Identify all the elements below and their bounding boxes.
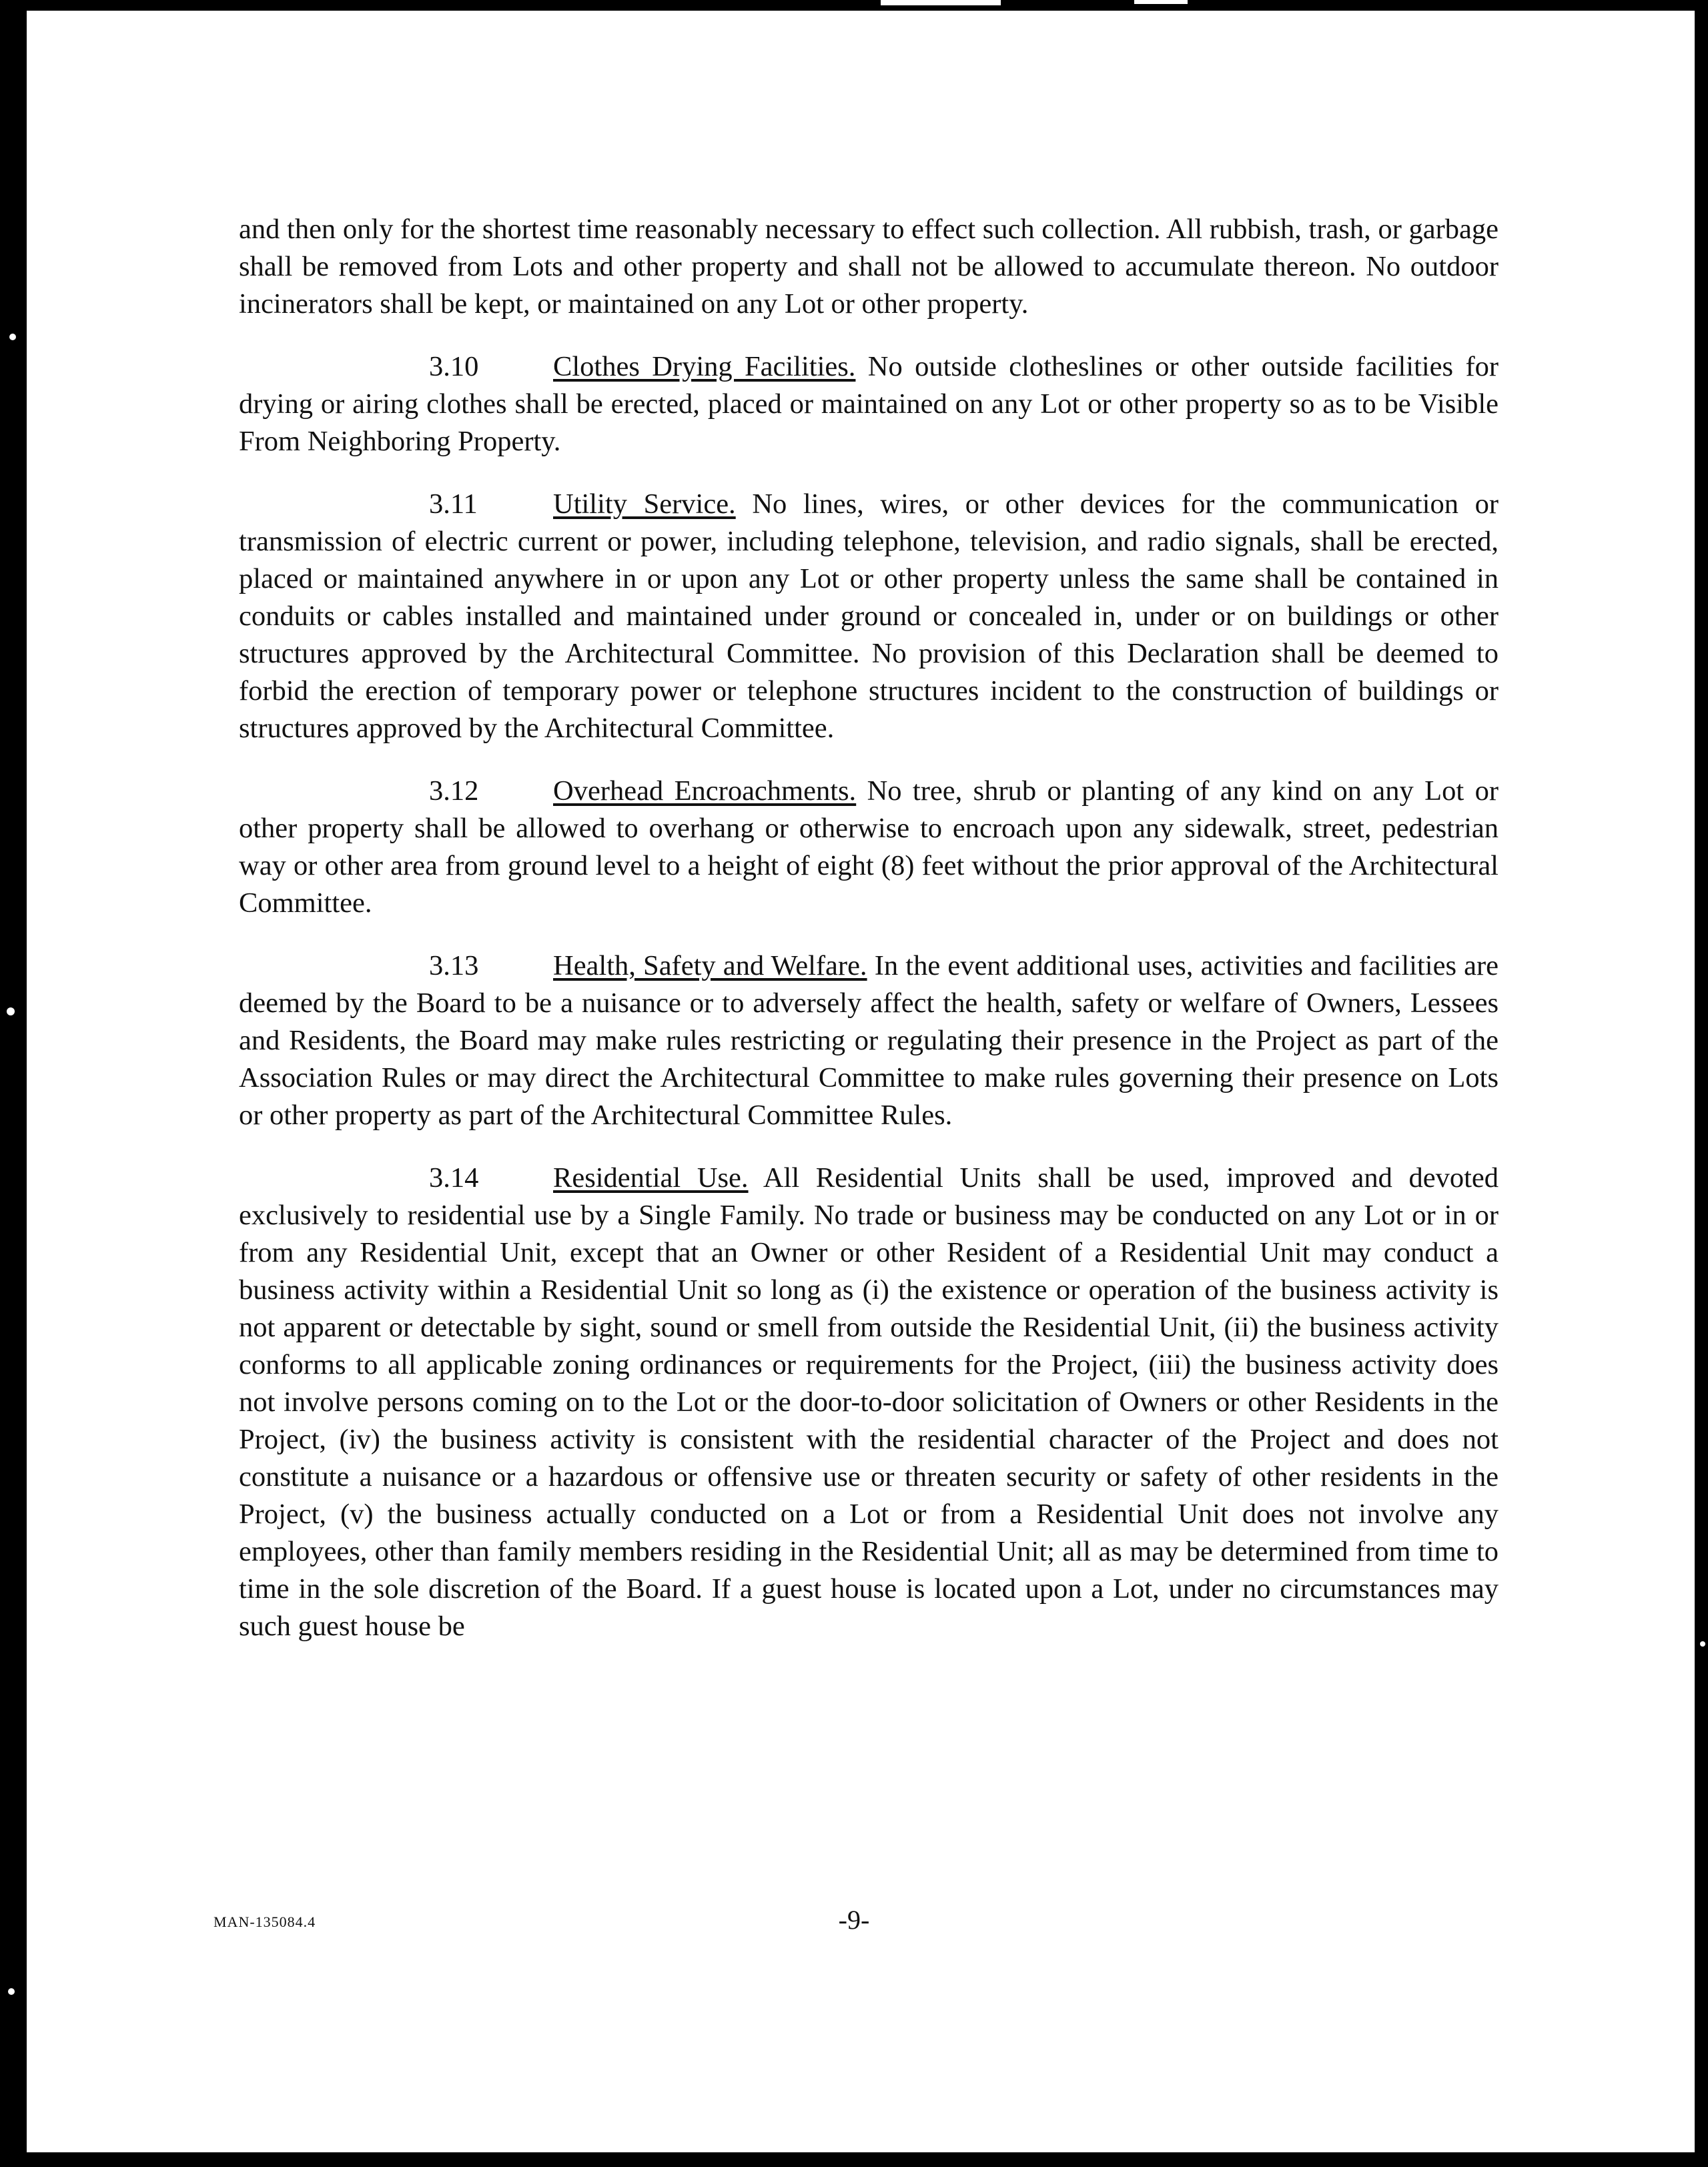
document-body	[239, 211, 1499, 1671]
section-text: No tree, shrub or planting of any kind on any Lot or other property shall be allowed to overhang or otherwise to encroach upon any sidewalk, street, pedestrian way or other area from ground level to a height of eight (8) feet without the prior approval of the Architectural Committee.	[239, 775, 1499, 919]
section-number: 3.10	[429, 351, 479, 382]
section-text: All Residential Units shall be used, improved and devoted exclusively to residential use by a Single Family. No trade or business may be conducted on any Lot or in or from any Residential Unit, except that an Owner or other Resident of a Residential Unit may conduct a business activity within a Residential Unit so long as (i) the existence or operation of the business activity is not apparent or detectable by sight, sound or smell from outside the Residential Unit, (ii) the business activity conforms to all applicable zoning ordinances or requirements for the Project, (iii) the business activity does not involve persons coming on to the Lot or the door-to-door solicitation of Owners or other Residents in the Project, (iv) the business activity is consistent with the residential character of the Project and does not constitute a nuisance or a hazardous or offensive use or threaten security or safety of other residents in the Project, (v) the business actually conducted on a Lot or from a Residential Unit does not involve any employees, other than family members residing in the Residential Unit; all as may be determined from time to time in the sole discretion of the Board. If a guest house is located upon a Lot, under no circumstances may such guest house be	[239, 1162, 1499, 1642]
section-text: No outside clotheslines or other outside facilities for drying or airing clothes shall be erected, placed or maintained on any Lot or other property so as to be Visible From Neighboring Property.	[239, 351, 1499, 457]
scan-artifact	[27, 1174, 39, 1201]
scan-artifact	[8, 1988, 15, 1995]
scan-artifact	[1684, 841, 1691, 901]
section-number: 3.13	[429, 950, 479, 981]
section-title: Clothes Drying Facilities.	[553, 351, 856, 382]
scan-artifact	[1681, 360, 1689, 407]
section-title: Overhead Encroachments.	[553, 775, 857, 807]
document-id: MAN-135084.4	[214, 1913, 316, 1930]
section-3-14	[239, 1160, 1499, 1645]
scan-artifact	[7, 1007, 15, 1015]
scan-artifact	[9, 334, 16, 340]
scan-artifact	[1134, 0, 1188, 4]
section-number: 3.14	[429, 1162, 479, 1194]
section-number: 3.12	[429, 775, 479, 807]
section-title: Residential Use.	[553, 1162, 749, 1194]
section-3-12	[239, 773, 1499, 922]
opening-paragraph: and then only for the shortest time reasonably necessary to effect such collection. All rubbish, trash, or garbage shall be removed from Lots and other property and shall not be allowed to accumulate thereon. No outdoor incinerators shall be kept, or maintained on any Lot or other property.	[239, 213, 1499, 320]
section-number: 3.11	[429, 488, 478, 520]
section-3-10	[239, 348, 1499, 460]
scan-artifact	[881, 0, 1001, 5]
section-title: Utility Service.	[553, 488, 736, 520]
section-text: In the event additional uses, activities and facilities are deemed by the Board to be a nuisance or to adversely affect the health, safety or welfare of Owners, Lessees and Residents, the Board may make rules restricting or regulating their presence in the Project as part of the Association Rules or may direct the Architectural Committee to make rules governing their presence on Lots or other property as part of the Architectural Committee Rules.	[239, 950, 1499, 1131]
section-title: Health, Safety and Welfare.	[553, 950, 867, 981]
scan-artifact	[1683, 1054, 1691, 1094]
section-3-11	[239, 486, 1499, 747]
section-3-13	[239, 947, 1499, 1134]
scan-artifact	[1700, 1641, 1705, 1647]
document-page	[27, 11, 1695, 2152]
page-number: -9-	[838, 1905, 870, 1935]
section-text: No lines, wires, or other devices for the communication or transmission of electric current or power, including telephone, television, and radio signals, shall be erected, placed or maintained anywhere in or upon any Lot or other property unless the same shall be contained in conduits or cables installed and maintained under ground or concealed in, under or on buildings or other structures approved by the Architectural Committee. No provision of this Declaration shall be deemed to forbid the erection of temporary power or telephone structures incident to the construction of buildings or structures approved by the Architectural Committee.	[239, 488, 1499, 744]
